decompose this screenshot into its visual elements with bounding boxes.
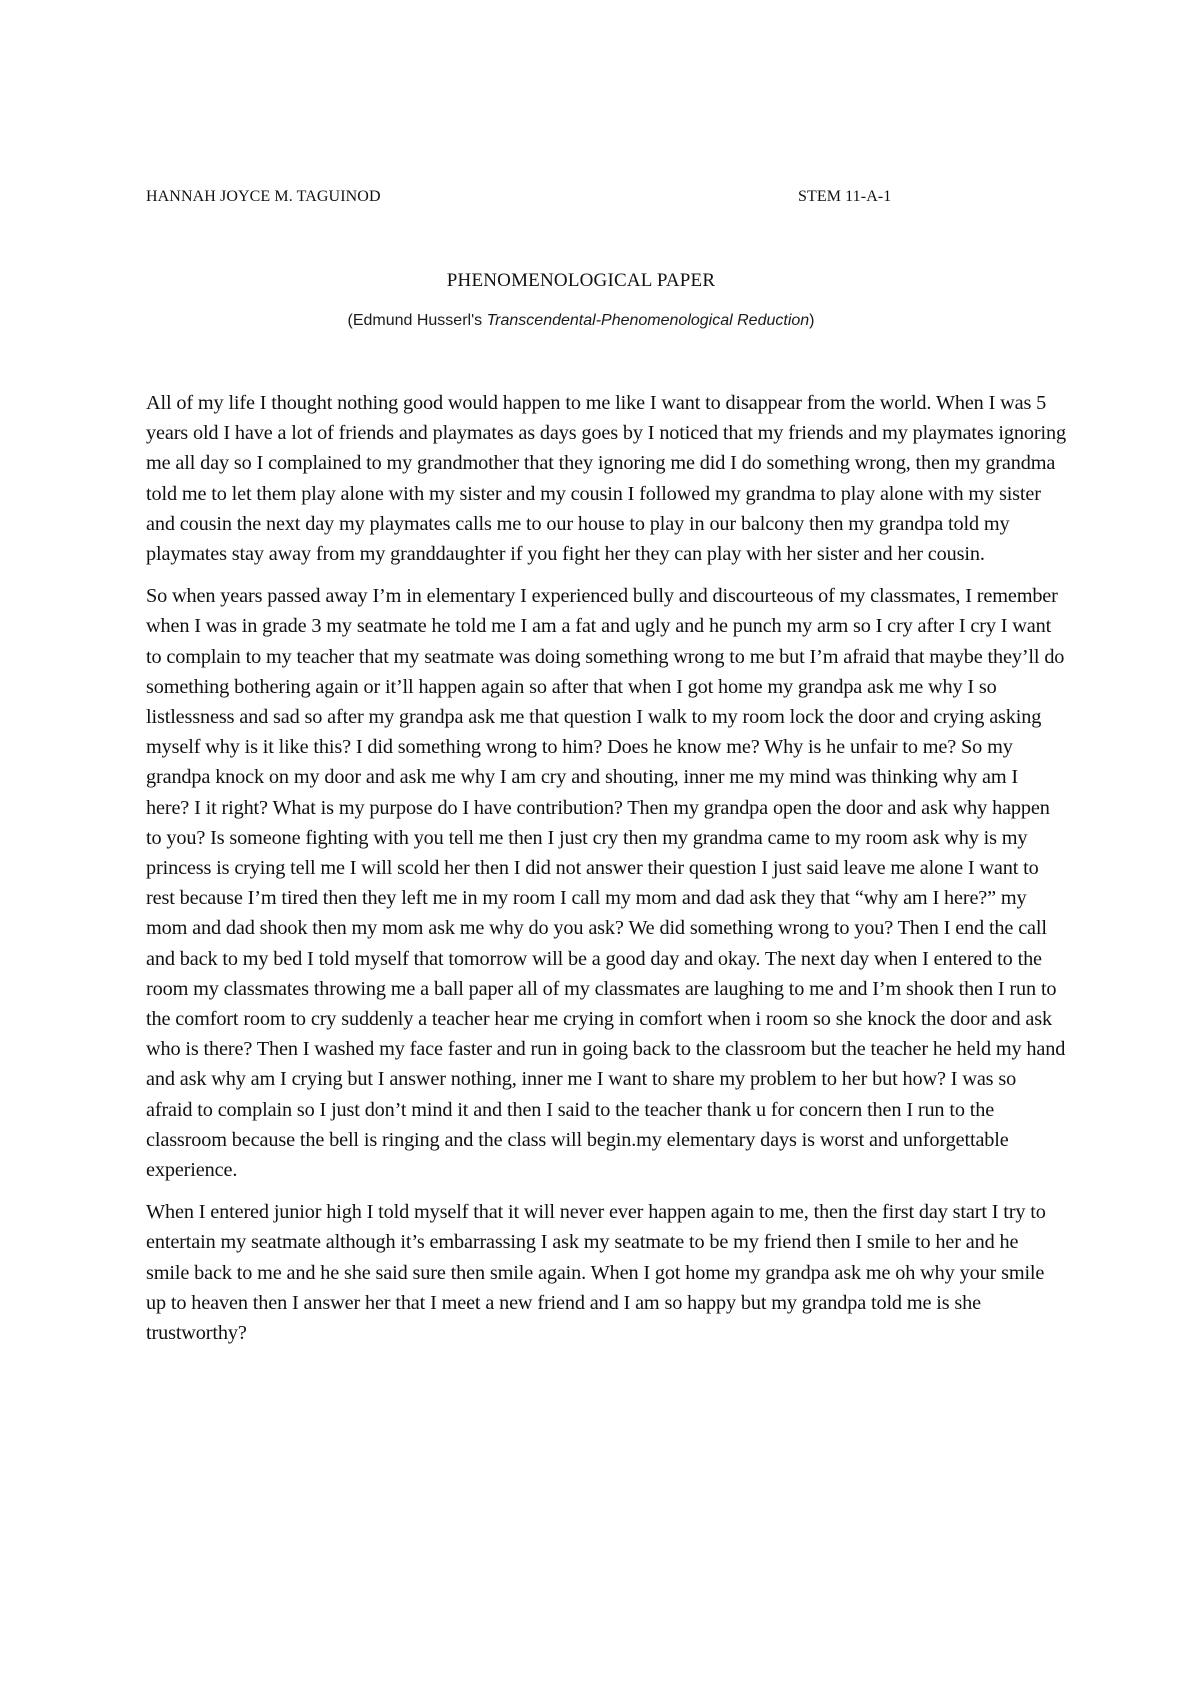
paper-body xyxy=(146,388,1066,1360)
paper-subtitle xyxy=(146,312,1016,330)
subtitle-close: ) xyxy=(809,312,815,329)
subtitle-open: (Edmund Husserl's xyxy=(347,312,487,329)
author-name: HANNAH JOYCE M. TAGUINOD xyxy=(146,188,381,205)
body-paragraph: All of my life I thought nothing good would happen to me like I want to disappear from the world. When I was 5 years old I have a lot of friends and playmates as days goes by I noticed that my friends and my playmates ignoring me all day so I complained to my grandmother that they ignoring me did I do something wrong, then my grandma told me to let them play alone with my sister and my cousin I followed my grandma to play alone with my sister and cousin the next day my playmates calls me to our house to play in our balcony then my grandpa told my playmates stay away from my granddaughter if you fight her they can play with her sister and her cousin. xyxy=(146,392,1066,566)
subtitle-italic: Transcendental-Phenomenological Reduction xyxy=(486,312,810,329)
body-paragraph: So when years passed away I’m in elementary I experienced bully and discourteous of my classmates, I remember when I was in grade 3 my seatmate he told me I am a fat and ugly and he punch my arm so I cry after I cry I want to complain to my teacher that my seatmate was doing something wrong to me but I’m afraid that maybe they’ll do something bothering again or it’ll happen again so after that when I got home my grandpa ask me why I so listlessness and sad so after my grandpa ask me that question I walk to my room lock the door and crying asking myself why is it like this? I did something wrong to him? Does he know me? Why is he unfair to me? So my grandpa knock on my door and ask me why I am cry and shouting, inner me my mind was thinking why am I here? I it right? What is my purpose do I have contribution? Then my grandpa open the door and ask why happen to you? Is someone fighting with you tell me then I just cry then my grandma came to my room ask why is my princess is crying tell me I will scold her then I did not answer their question I just said leave me alone I want to rest because I’m tired then they left me in my room I call my mom and dad ask they that “why am I here?” my mom and dad shook then my mom ask me why do you ask? We did something wrong to you? Then I end the call and back to my bed I told myself that tomorrow will be a good day and okay. The next day when I entered to the room my classmates throwing me a ball paper all of my classmates are laughing to me and I’m shook then I run to the comfort room to cry suddenly a teacher hear me crying in comfort when i room so she knock the door and ask who is there? Then I washed my face faster and run in going back to the classroom but the teacher he held my hand and ask why am I crying but I answer nothing, inner me I want to share my problem to her but how? I was so afraid to complain so I just don’t mind it and then I said to the teacher thank u for concern then I run to the classroom because the bell is ringing and the class will begin.my elementary days is worst and unforgettable experience. xyxy=(146,585,1066,1182)
paper-title: PHENOMENOLOGICAL PAPER xyxy=(446,270,716,291)
class-section: STEM 11-A-1 xyxy=(798,188,892,205)
body-paragraph: When I entered junior high I told myself that it will never ever happen again to me, then the first day start I try to entertain my seatmate although it’s embarrassing I ask my seatmate to be my friend then I smile to her and he smile back to me and he she said sure then smile again. When I got home my grandpa ask me oh why your smile up to heaven then I answer her that I meet a new friend and I am so happy but my grandpa told me is she trustworthy? xyxy=(146,1201,1046,1345)
